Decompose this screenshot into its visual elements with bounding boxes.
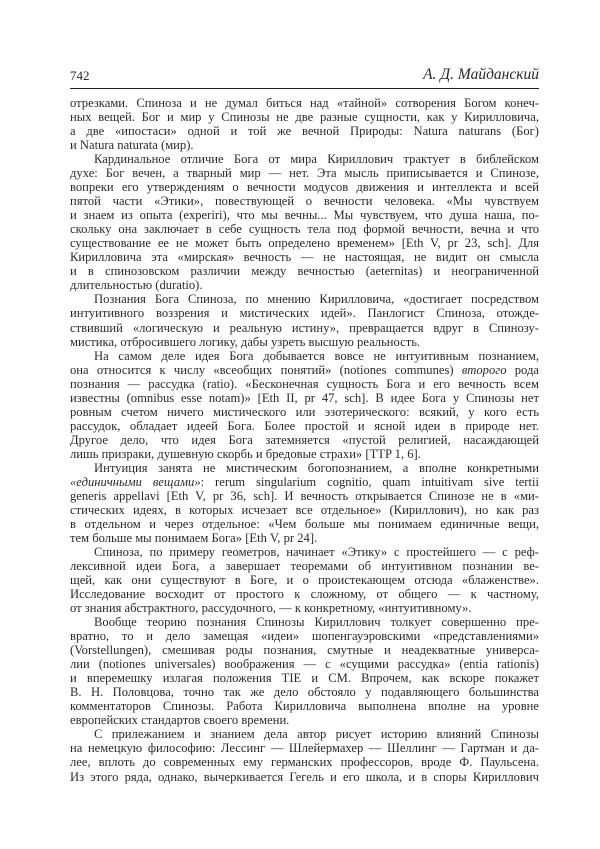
text-line [70, 377, 539, 391]
text-line [70, 475, 539, 489]
text-line [70, 629, 539, 643]
text-line [70, 433, 539, 447]
text-segment: а две «ипостаси» одной и той же вечной Природы: Natura naturans (Бог) [70, 124, 539, 139]
text-segment: Кардинальное отличие Бога от мира Кириллович трактует в библейском [94, 152, 539, 167]
text-segment: : rerum singularium cognitio, quam intuitivam sive tertii [200, 474, 539, 489]
text-line [70, 124, 539, 138]
text-line [70, 643, 539, 657]
text-line [70, 573, 539, 587]
text-line [70, 727, 539, 741]
body-text [70, 96, 539, 784]
text-line [70, 461, 539, 475]
text-line [70, 335, 539, 349]
text-line [70, 152, 539, 166]
text-segment: тем больше мы понимаем Бога» [Eth V, pr 24]. [70, 530, 318, 545]
text-line [70, 447, 539, 461]
text-segment: лее, вплоть до современных ему германских профессоров, вроде Ф. Паульсена. [70, 755, 539, 770]
text-line [70, 657, 539, 671]
text-segment: На самом деле идея Бога добывается вовсе не интуитивным познанием, [94, 348, 539, 363]
text-line [70, 138, 539, 152]
text-segment: и в спинозовском различии между вечностью (aeternitas) и неограниченной [70, 264, 539, 279]
text-line [70, 671, 539, 685]
text-line [70, 405, 539, 419]
text-segment: известны (omnibus esse notam)» [Eth II, pr 47, sch]. В идее Бога у Спинозы нет [70, 390, 539, 405]
text-segment: интуитивного воззрения и мистических идей». Панлогист Спиноза, отожде- [70, 306, 539, 321]
text-line [70, 208, 539, 222]
text-line [70, 96, 539, 110]
paragraph [70, 152, 539, 292]
running-header [70, 66, 539, 89]
text-segment: Вообще теорию познания Спинозы Кириллович толкует совершенно пре- [94, 615, 539, 630]
text-line [70, 489, 539, 503]
text-line [70, 250, 539, 264]
text-line [70, 166, 539, 180]
paragraph [70, 727, 539, 783]
text-segment: В. Н. Половцова, точно так же дело обстояло у подавляющего большинства [70, 685, 539, 700]
text-segment: Из этого ряда, однако, вычеркивается Гегель и его школа, и в споры Кириллович [70, 769, 539, 784]
paragraph [70, 615, 539, 727]
text-segment: она относится к числу «всеобщих понятий» (notiones communes) [70, 362, 462, 377]
text-segment: ровным счетом ничего мистического или эзотерического: всякий, у кого есть [70, 404, 539, 419]
text-line [70, 755, 539, 769]
text-segment: рода [506, 362, 539, 377]
text-line [70, 517, 539, 531]
text-segment: ных вещей. Бог и мир у Спинозы не две разные сущности, как у Кирилловича, [70, 110, 539, 125]
text-segment: лишь призраки, душевную скорбь и бредовые страхи» [TTP 1, 6]. [70, 446, 421, 461]
text-segment: европейских стандартов своего времени. [70, 713, 290, 728]
text-segment: и вперемешку излагая положения TIE и CM. Впрочем, как вскоре покажет [70, 671, 539, 686]
page-number: 742 [70, 68, 90, 83]
text-segment: Другое дело, что идея Бога затемняется «пустой религией, насаждающей [70, 432, 539, 447]
text-line [70, 419, 539, 433]
text-line [70, 699, 539, 713]
text-segment: от знания абстрактного, рассудочного, — к конкретному, «интуитивному». [70, 601, 472, 616]
text-segment: пятой части «Этики», повествующей о вечности человека. «Мы чувствуем [70, 194, 539, 209]
text-line [70, 503, 539, 517]
text-segment: лексивной идеи Бога, а завершает теоремами об интуитивном познании ве- [70, 559, 539, 574]
paragraph [70, 96, 539, 152]
text-line [70, 615, 539, 629]
text-line [70, 713, 539, 727]
text-line [70, 391, 539, 405]
paragraph [70, 461, 539, 545]
text-segment: стических идеях, в которых исчезает все отдельное» (Кириллович), но как раз [70, 502, 539, 517]
text-line [70, 601, 539, 615]
text-segment: скольку она заключает в себе сущность тела под формой вечности, вечна и что [70, 222, 539, 237]
text-segment: рассудок, обладает идеей Бога. Более простой и ясной идеи в природе нет. [70, 418, 539, 433]
text-line [70, 222, 539, 236]
paragraph [70, 292, 539, 348]
italic-text: второго [461, 362, 507, 377]
text-line [70, 770, 539, 784]
text-line [70, 278, 539, 292]
text-segment: отрезками. Спиноза и не думал биться над «тайной» сотворения Богом конеч- [70, 96, 539, 110]
text-segment: комментаторов Спинозы. Работа Кирилловича выполнена вполне на уровне [70, 699, 539, 714]
text-segment: мистика, отбросившего логику, дабы узреть высшую реальность. [70, 334, 421, 349]
paragraph [70, 349, 539, 461]
text-line [70, 110, 539, 124]
text-segment: ствивший «логическую и реальную истину», превращается вдруг в Спинозу- [70, 320, 539, 335]
text-segment: щей, как они существуют в Боге, и о проистекающем отсюда «блаженстве». [70, 573, 539, 588]
text-segment: (Vorstellungen), смешивая роды познания, смутные и неадекватные универса- [70, 643, 539, 658]
text-segment: и Natura naturata (мир). [70, 138, 194, 153]
text-segment: Интуиция занята не мистическим богопознанием, а вполне конкретными [94, 460, 539, 475]
text-segment: Кирилловича эта «мирская» вечность — не настоящая, не видит он смысла [70, 250, 539, 265]
text-segment: С прилежанием и знанием дела автор рисует историю влияний Спинозы [94, 727, 539, 742]
text-line [70, 306, 539, 320]
text-line [70, 685, 539, 699]
text-segment: существование ее не может быть определено временем» [Eth V, pr 23, sch]. Для [70, 236, 539, 251]
text-segment: и знаем из опыта (experiri), что мы вечны... Мы чувствуем, что душа наша, по- [70, 208, 539, 223]
text-line [70, 587, 539, 601]
text-line [70, 292, 539, 306]
text-line [70, 236, 539, 250]
text-line [70, 180, 539, 194]
text-segment: духе: Бог вечен, а тварный мир — нет. Эта мысль приписывается и Спинозе, [70, 166, 539, 181]
text-line [70, 264, 539, 278]
text-line [70, 545, 539, 559]
text-segment: в отдельном и через отдельное: «Чем больше мы понимаем единичные вещи, [70, 516, 539, 531]
text-line [70, 194, 539, 208]
text-segment: generis appellavi [Eth V, pr 36, sch]. И вечность открывается Спинозе не в «ми- [70, 488, 539, 503]
text-segment: вратно, то и дело замещая «идеи» шопенгауэровскими «представлениями» [70, 629, 539, 644]
text-segment: Исследование восходит от простого к сложному, от общего — к частному, [70, 587, 539, 602]
text-line [70, 321, 539, 335]
text-segment: лии (notiones universales) воображения — с «сущими рассудка» (entia rationis) [70, 657, 539, 672]
text-line [70, 349, 539, 363]
text-segment: Спиноза, по примеру геометров, начинает «Этику» с простейшего — с реф- [94, 545, 539, 559]
text-line [70, 531, 539, 545]
running-head-author: А. Д. Майданский [423, 66, 539, 83]
text-segment: вопреки его утверждениям о вечности модусов движения и интеллекта и всей [70, 180, 539, 195]
text-segment: длительностью (duratio). [70, 278, 203, 293]
text-line [70, 559, 539, 573]
text-segment: на немецкую философию: Лессинг — Шлейермахер — Шеллинг — Гартман и да- [70, 741, 539, 756]
text-line [70, 741, 539, 755]
italic-text: «единичными вещами» [70, 474, 201, 489]
text-segment: Познания Бога Спиноза, по мнению Кирилловича, «достигает посредством [94, 292, 539, 307]
text-segment: познания — рассудка (ratio). «Бесконечная сущность Бога и его вечность всем [70, 376, 539, 391]
text-line [70, 363, 539, 377]
paragraph [70, 545, 539, 615]
